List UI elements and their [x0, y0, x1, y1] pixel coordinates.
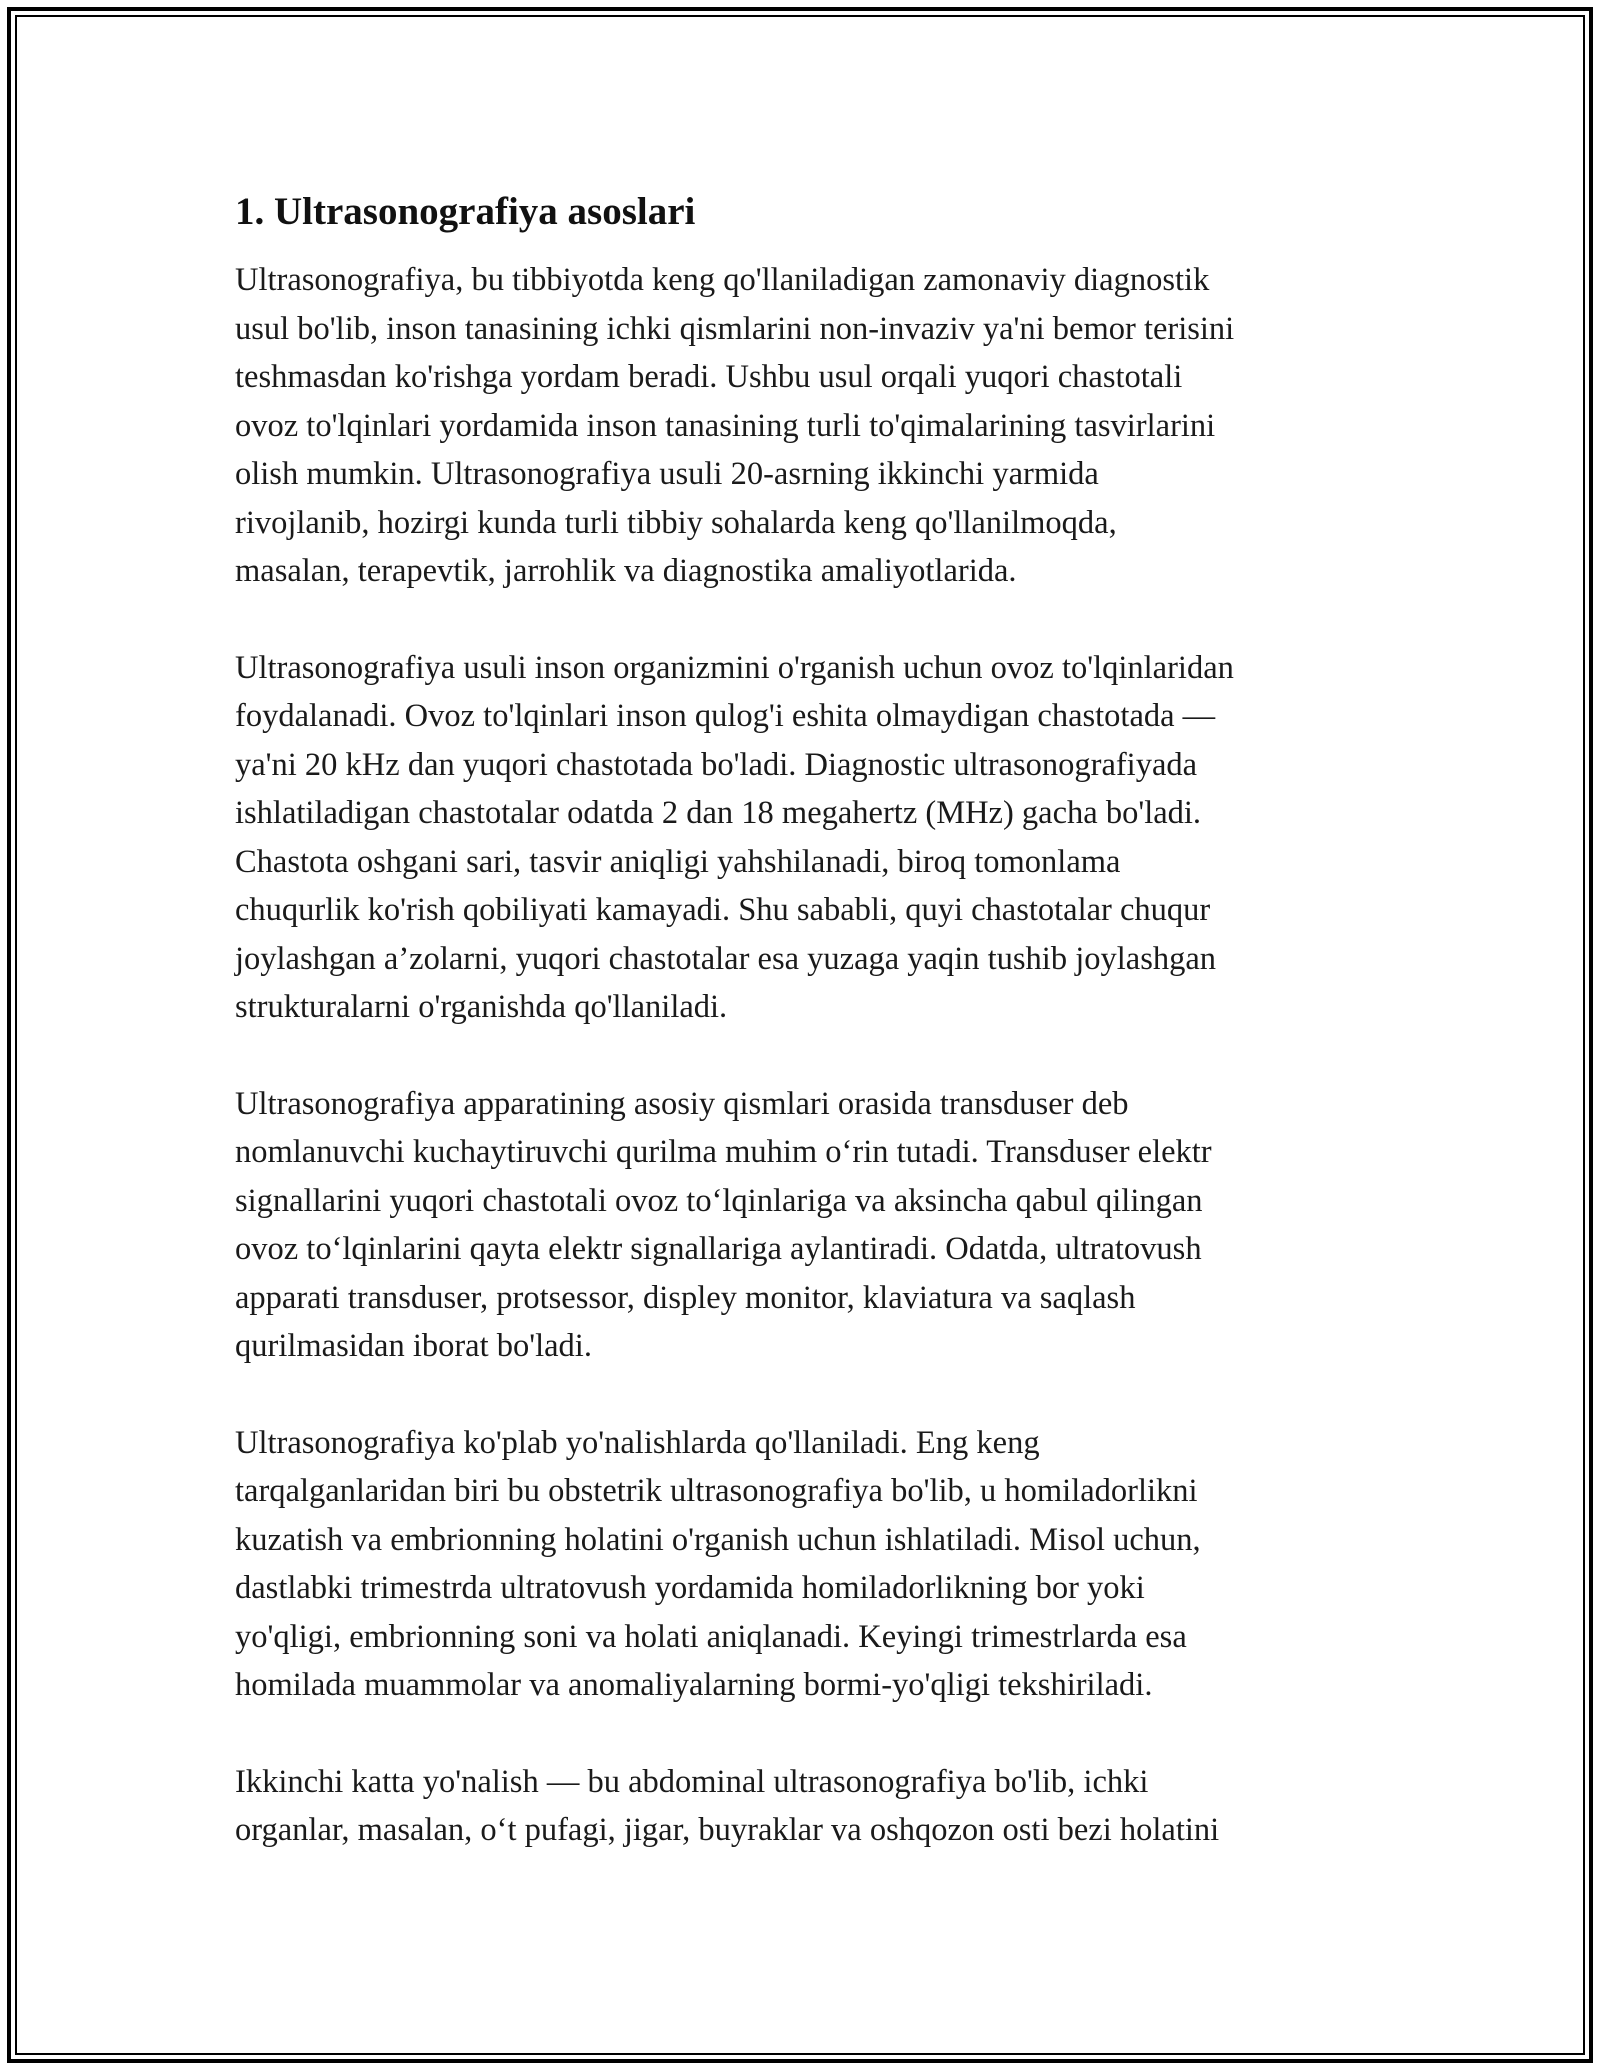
text-line: strukturalarni o'rganishda qo'llaniladi.: [235, 989, 728, 1025]
text-line: ishlatiladigan chastotalar odatda 2 dan 18 megahertz (MHz) gacha bo'ladi.: [235, 795, 1202, 831]
text-line: Ultrasonografiya, bu tibbiyotda keng qo'llaniladigan zamonaviy diagnostik: [235, 262, 1210, 298]
paragraph-4: [235, 1419, 1370, 1710]
text-line: ya'ni 20 kHz dan yuqori chastotada bo'ladi. Diagnostic ultrasonografiyada: [235, 746, 1198, 783]
paragraph-2: [235, 644, 1370, 1032]
text-line: joylashgan a’zolarni, yuqori chastotalar esa yuzaga yaqin tushib joylashgan: [235, 940, 1217, 977]
paragraph-3: [235, 1080, 1370, 1371]
text-line: signallarini yuqori chastotali ovoz to‘lqinlariga va aksincha qabul qilingan: [235, 1182, 1203, 1219]
text-line: foydalanadi. Ovoz to'lqinlari inson qulog'i eshita olmaydigan chastotada —: [235, 698, 1216, 734]
text-line: qurilmasidan iborat bo'ladi.: [235, 1328, 592, 1364]
text-line: masalan, terapevtik, jarrohlik va diagnostika amaliyotlarida.: [235, 553, 1017, 589]
text-line: Ultrasonografiya apparatining asosiy qismlari orasida transduser deb: [235, 1085, 1129, 1122]
text-line: usul bo'lib, inson tanasining ichki qismlarini non-invaziv ya'ni bemor terisini: [235, 310, 1235, 347]
text-line: dastlabki trimestrda ultratovush yordamida homiladorlikning bor yoki: [235, 1570, 1145, 1606]
text-line: nomlanuvchi kuchaytiruvchi qurilma muhim o‘rin tutadi. Transduser elektr: [235, 1134, 1212, 1170]
text-line: apparati transduser, protsessor, displey monitor, klaviatura va saqlash: [235, 1279, 1136, 1316]
text-line: Ikkinchi katta yo'nalish — bu abdominal ultrasonografiya bo'lib, ichki: [235, 1763, 1149, 1800]
text-line: kuzatish va embrionning holatini o'rganish uchun ishlatiladi. Misol uchun,: [235, 1521, 1201, 1558]
text-line: organlar, masalan, o‘t pufagi, jigar, buyraklar va oshqozon osti bezi holatini: [235, 1812, 1220, 1848]
text-line: yo'qligi, embrionning soni va holati aniqlanadi. Keyingi trimestrlarda esa: [235, 1618, 1187, 1655]
text-line: ovoz to'lqinlari yordamida inson tanasining turli to'qimalarining tasvirlarini: [235, 407, 1216, 444]
text-line: teshmasdan ko'rishga yordam beradi. Ushbu usul orqali yuqori chastotali: [235, 359, 1183, 395]
document-body: [235, 186, 1370, 1903]
section-heading: 1. Ultrasonografiya asoslari: [235, 190, 696, 233]
paragraph-5: [235, 1758, 1370, 1855]
paragraph-1: [235, 256, 1370, 596]
text-line: rivojlanib, hozirgi kunda turli tibbiy sohalarda keng qo'llanilmoqda,: [235, 504, 1117, 541]
text-line: homilada muammolar va anomaliyalarning bormi-yo'qligi tekshiriladi.: [235, 1667, 1153, 1703]
text-line: Ultrasonografiya usuli inson organizmini o'rganish uchun ovoz to'lqinlaridan: [235, 649, 1234, 686]
text-line: tarqalganlaridan biri bu obstetrik ultrasonografiya bo'lib, u homiladorlikni: [235, 1473, 1198, 1509]
text-line: ovoz to‘lqinlarini qayta elektr signallariga aylantiradi. Odatda, ultratovush: [235, 1231, 1202, 1267]
text-line: Chastota oshgani sari, tasvir aniqligi yahshilanadi, biroq tomonlama: [235, 843, 1121, 880]
text-line: olish mumkin. Ultrasonografiya usuli 20-asrning ikkinchi yarmida: [235, 456, 1099, 492]
text-line: Ultrasonografiya ko'plab yo'nalishlarda qo'llaniladi. Eng keng: [235, 1424, 1040, 1461]
text-line: chuqurlik ko'rish qobiliyati kamayadi. Shu sababli, quyi chastotalar chuqur: [235, 892, 1211, 928]
